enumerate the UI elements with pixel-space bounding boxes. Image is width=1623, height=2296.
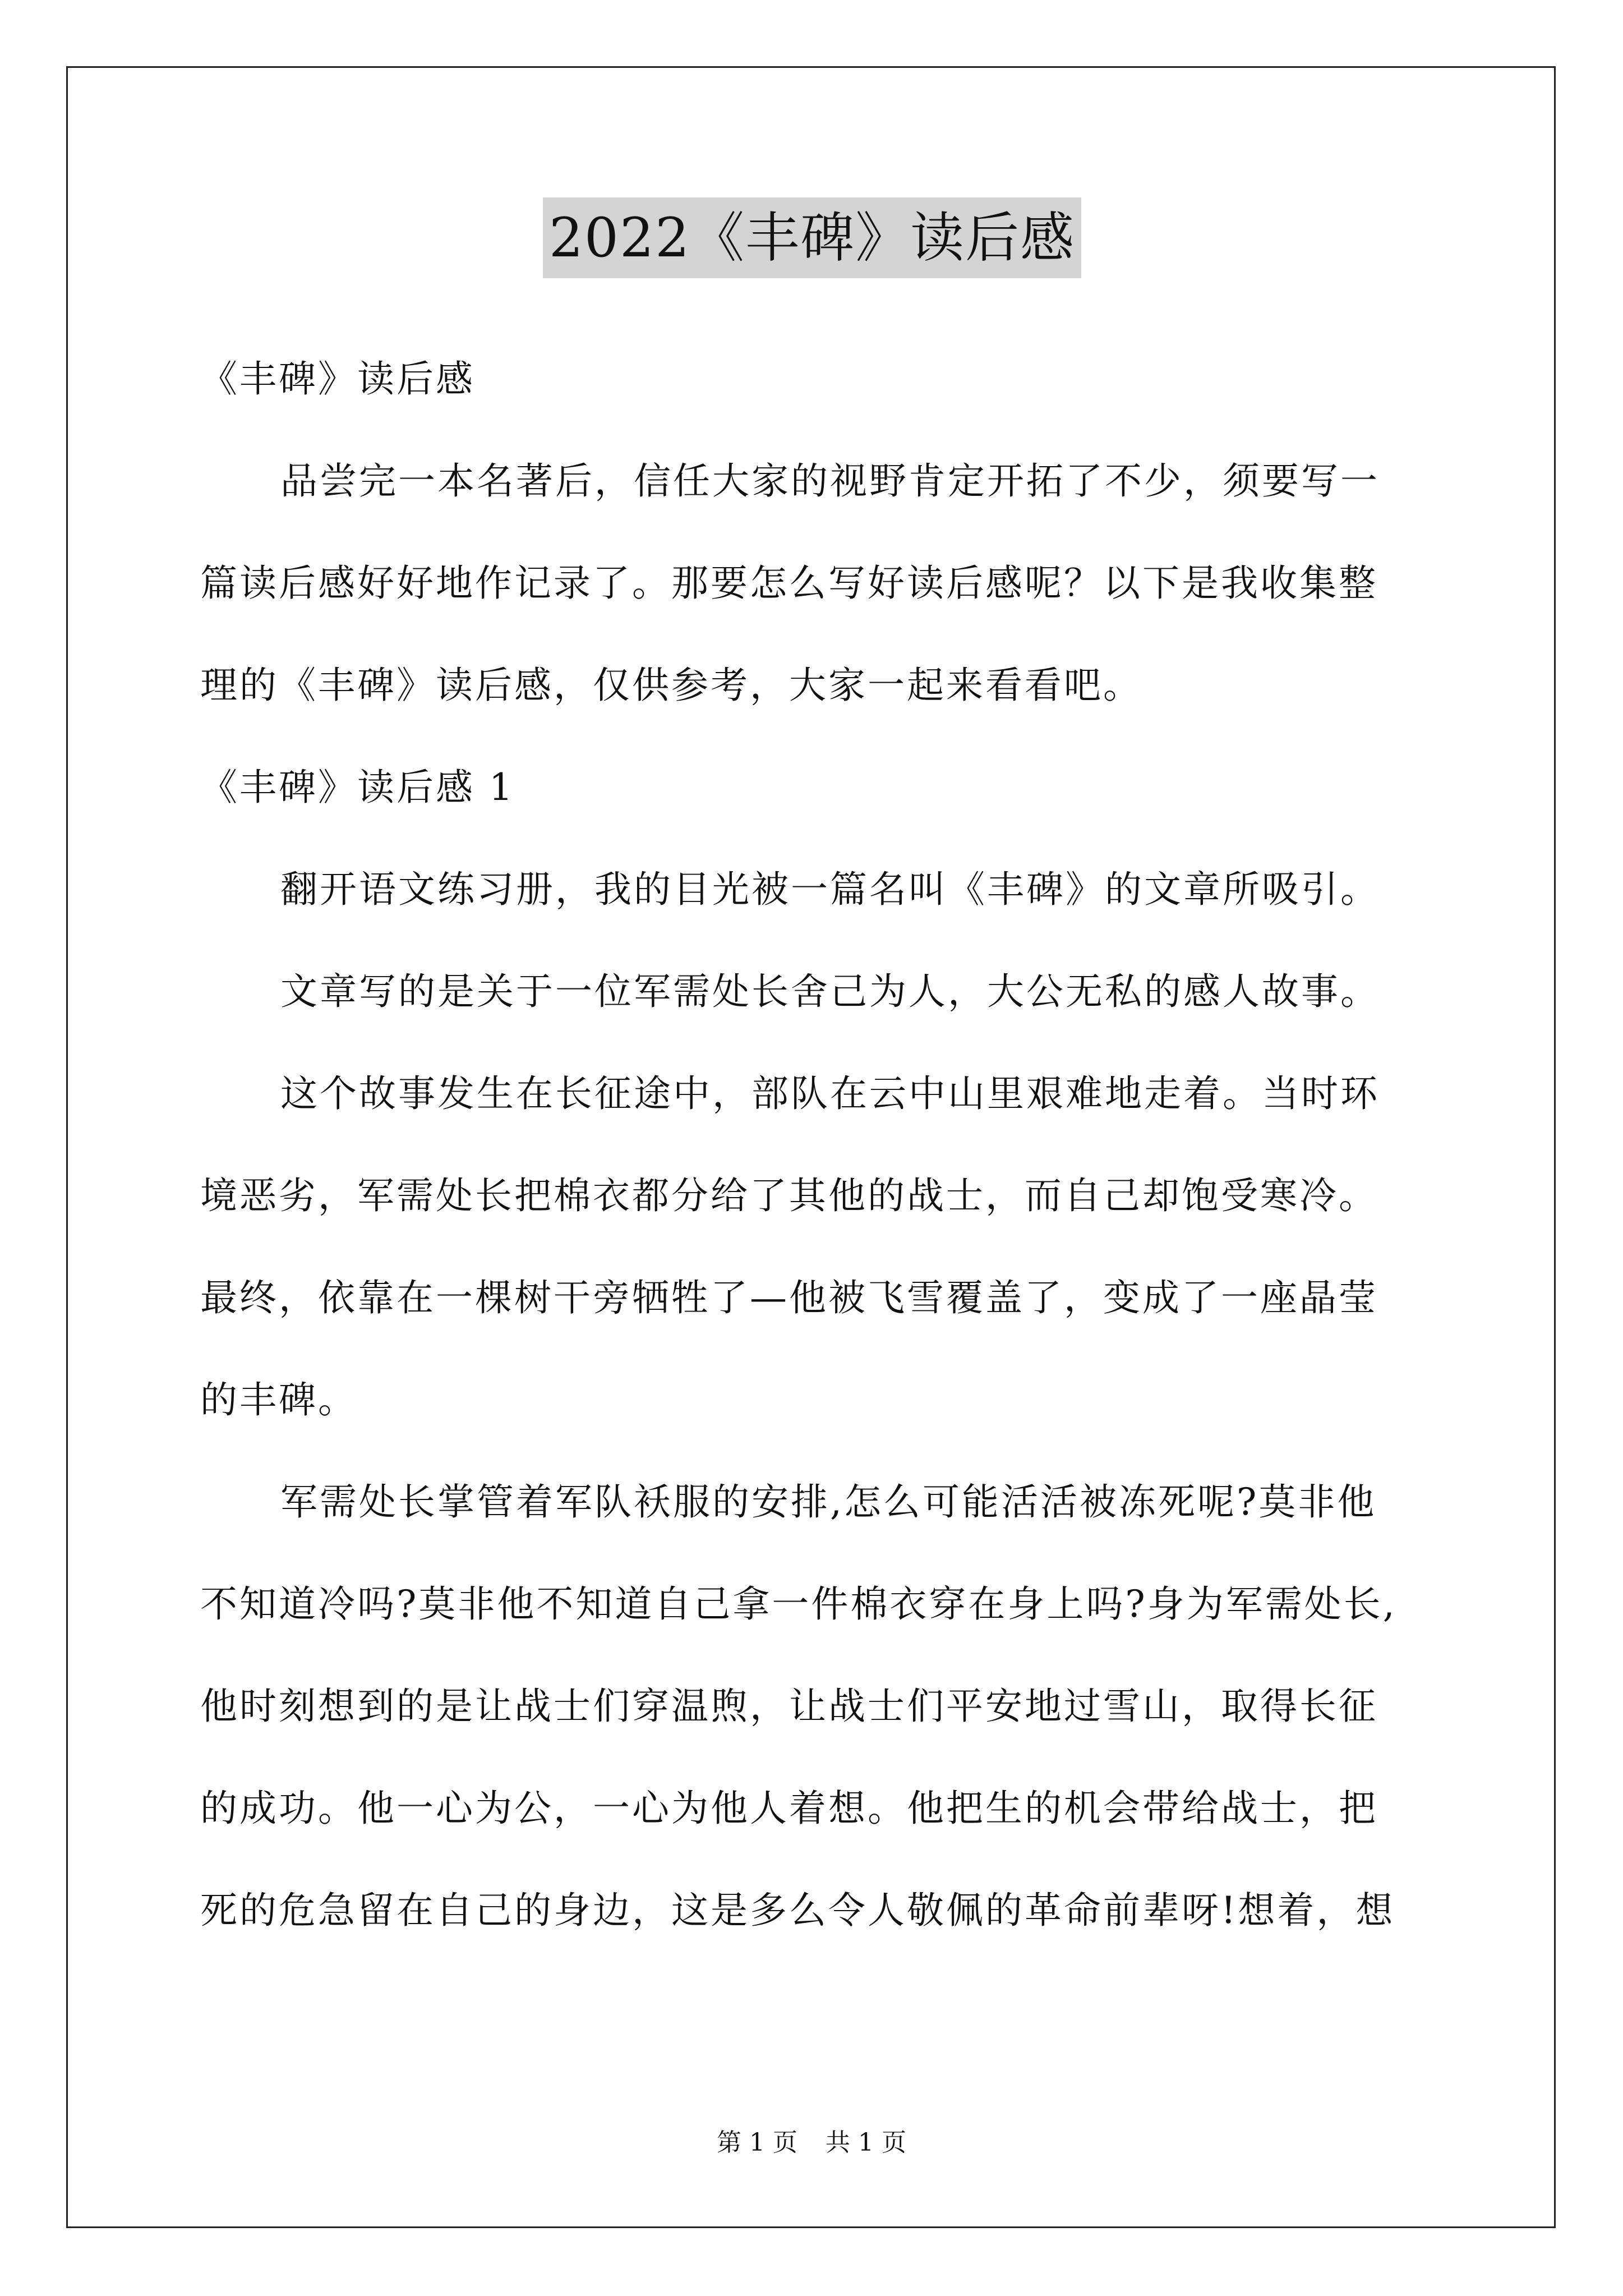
page-number-current: 第 1 页	[717, 2128, 797, 2157]
paragraph-line: 的成功。他一心为公，一心为他人着想。他把生的机会带给战士，把	[200, 1787, 1378, 1830]
paragraph-line: 篇读后感好好地作记录了。那要怎么写好读后感呢？以下是我收集整	[200, 562, 1378, 605]
page-footer	[0, 2126, 1623, 2160]
page-number-total: 共 1 页	[826, 2128, 906, 2157]
paragraph-line: 他时刻想到的是让战士们穿温煦，让战士们平安地过雪山，取得长征	[200, 1685, 1378, 1728]
paragraph-line: 境恶劣，军需处长把棉衣都分给了其他的战士，而自己却饱受寒冷。	[200, 1174, 1378, 1217]
paragraph-line: 死的危急留在自己的身边，这是多么令人敬佩的革命前辈呀!想着，想	[200, 1889, 1395, 1932]
document-title: 2022《丰碑》读后感	[543, 197, 1081, 278]
paragraph-line: 的丰碑。	[200, 1378, 357, 1421]
paragraph-line: 文章写的是关于一位军需处长舍己为人，大公无私的感人故事。	[280, 970, 1380, 1013]
paragraph-line: 不知道冷吗?莫非他不知道自己拿一件棉衣穿在身上吗?身为军需处长,	[200, 1582, 1397, 1626]
paragraph-line: 这个故事发生在长征途中，部队在云中山里艰难地走着。当时环	[280, 1072, 1380, 1115]
paragraph-line: 品尝完一本名著后，信任大家的视野肯定开拓了不少，须要写一	[280, 459, 1380, 503]
paragraph-line: 军需处长掌管着军队袄服的安排,怎么可能活活被冻死呢?莫非他	[280, 1480, 1377, 1524]
subtitle-line: 《丰碑》读后感	[200, 357, 475, 401]
paragraph-line: 最终，依靠在一棵树干旁牺牲了—他被飞雪覆盖了，变成了一座晶莹	[200, 1276, 1378, 1319]
paragraph-line: 翻开语文练习册，我的目光被一篇名叫《丰碑》的文章所吸引。	[280, 868, 1380, 911]
paragraph-line: 理的《丰碑》读后感，仅供参考，大家一起来看看吧。	[200, 664, 1142, 707]
section-heading: 《丰碑》读后感 1	[200, 766, 515, 809]
